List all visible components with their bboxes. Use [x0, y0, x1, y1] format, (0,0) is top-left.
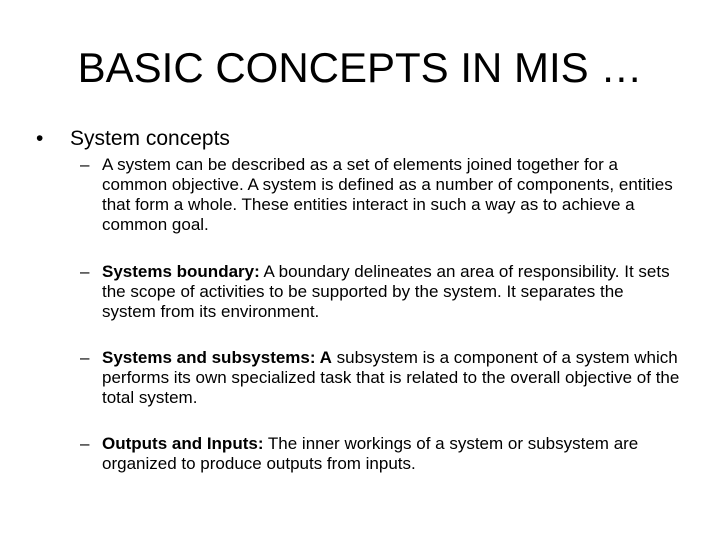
sub-item-body: A system can be described as a set of elements joined together for a common objective. A system is defined as a number of components, entities that form a whole. These entities interact in such a way as to achieve a common goal. — [102, 155, 673, 234]
sub-item-text — [80, 262, 680, 322]
sub-item-body: A boundary delineates an area of responsibility. It sets the scope of activities to be supported by the system. It separates the system from its environment. — [102, 262, 670, 321]
dash-marker: – — [80, 155, 90, 174]
bullet-system-concepts — [36, 125, 230, 153]
sub-item-text — [80, 348, 680, 408]
dash-marker: – — [80, 434, 90, 453]
sub-item-definition — [80, 155, 680, 235]
sub-item-lead: Systems boundary: — [102, 262, 260, 281]
sub-item-body: The inner workings of a system or subsystem are organized to produce outputs from inputs. — [102, 434, 639, 473]
sub-item-outputs-inputs — [80, 434, 680, 474]
sub-item-text — [80, 155, 680, 235]
sub-item-lead: Systems and subsystems: A — [102, 348, 332, 367]
dash-marker: – — [80, 348, 90, 367]
sub-item-subsystems — [80, 348, 680, 408]
bullet-marker: • — [36, 127, 44, 150]
bullet-label: System concepts — [70, 127, 230, 150]
slide-title: BASIC CONCEPTS IN MIS … — [77, 44, 643, 91]
sub-item-lead: Outputs and Inputs: — [102, 434, 264, 453]
sub-item-boundary — [80, 262, 680, 322]
sub-item-body: subsystem is a component of a system which performs its own specialized task that is related to the overall objective of the total system. — [102, 348, 680, 407]
sub-item-text — [80, 434, 680, 474]
dash-marker: – — [80, 262, 90, 281]
